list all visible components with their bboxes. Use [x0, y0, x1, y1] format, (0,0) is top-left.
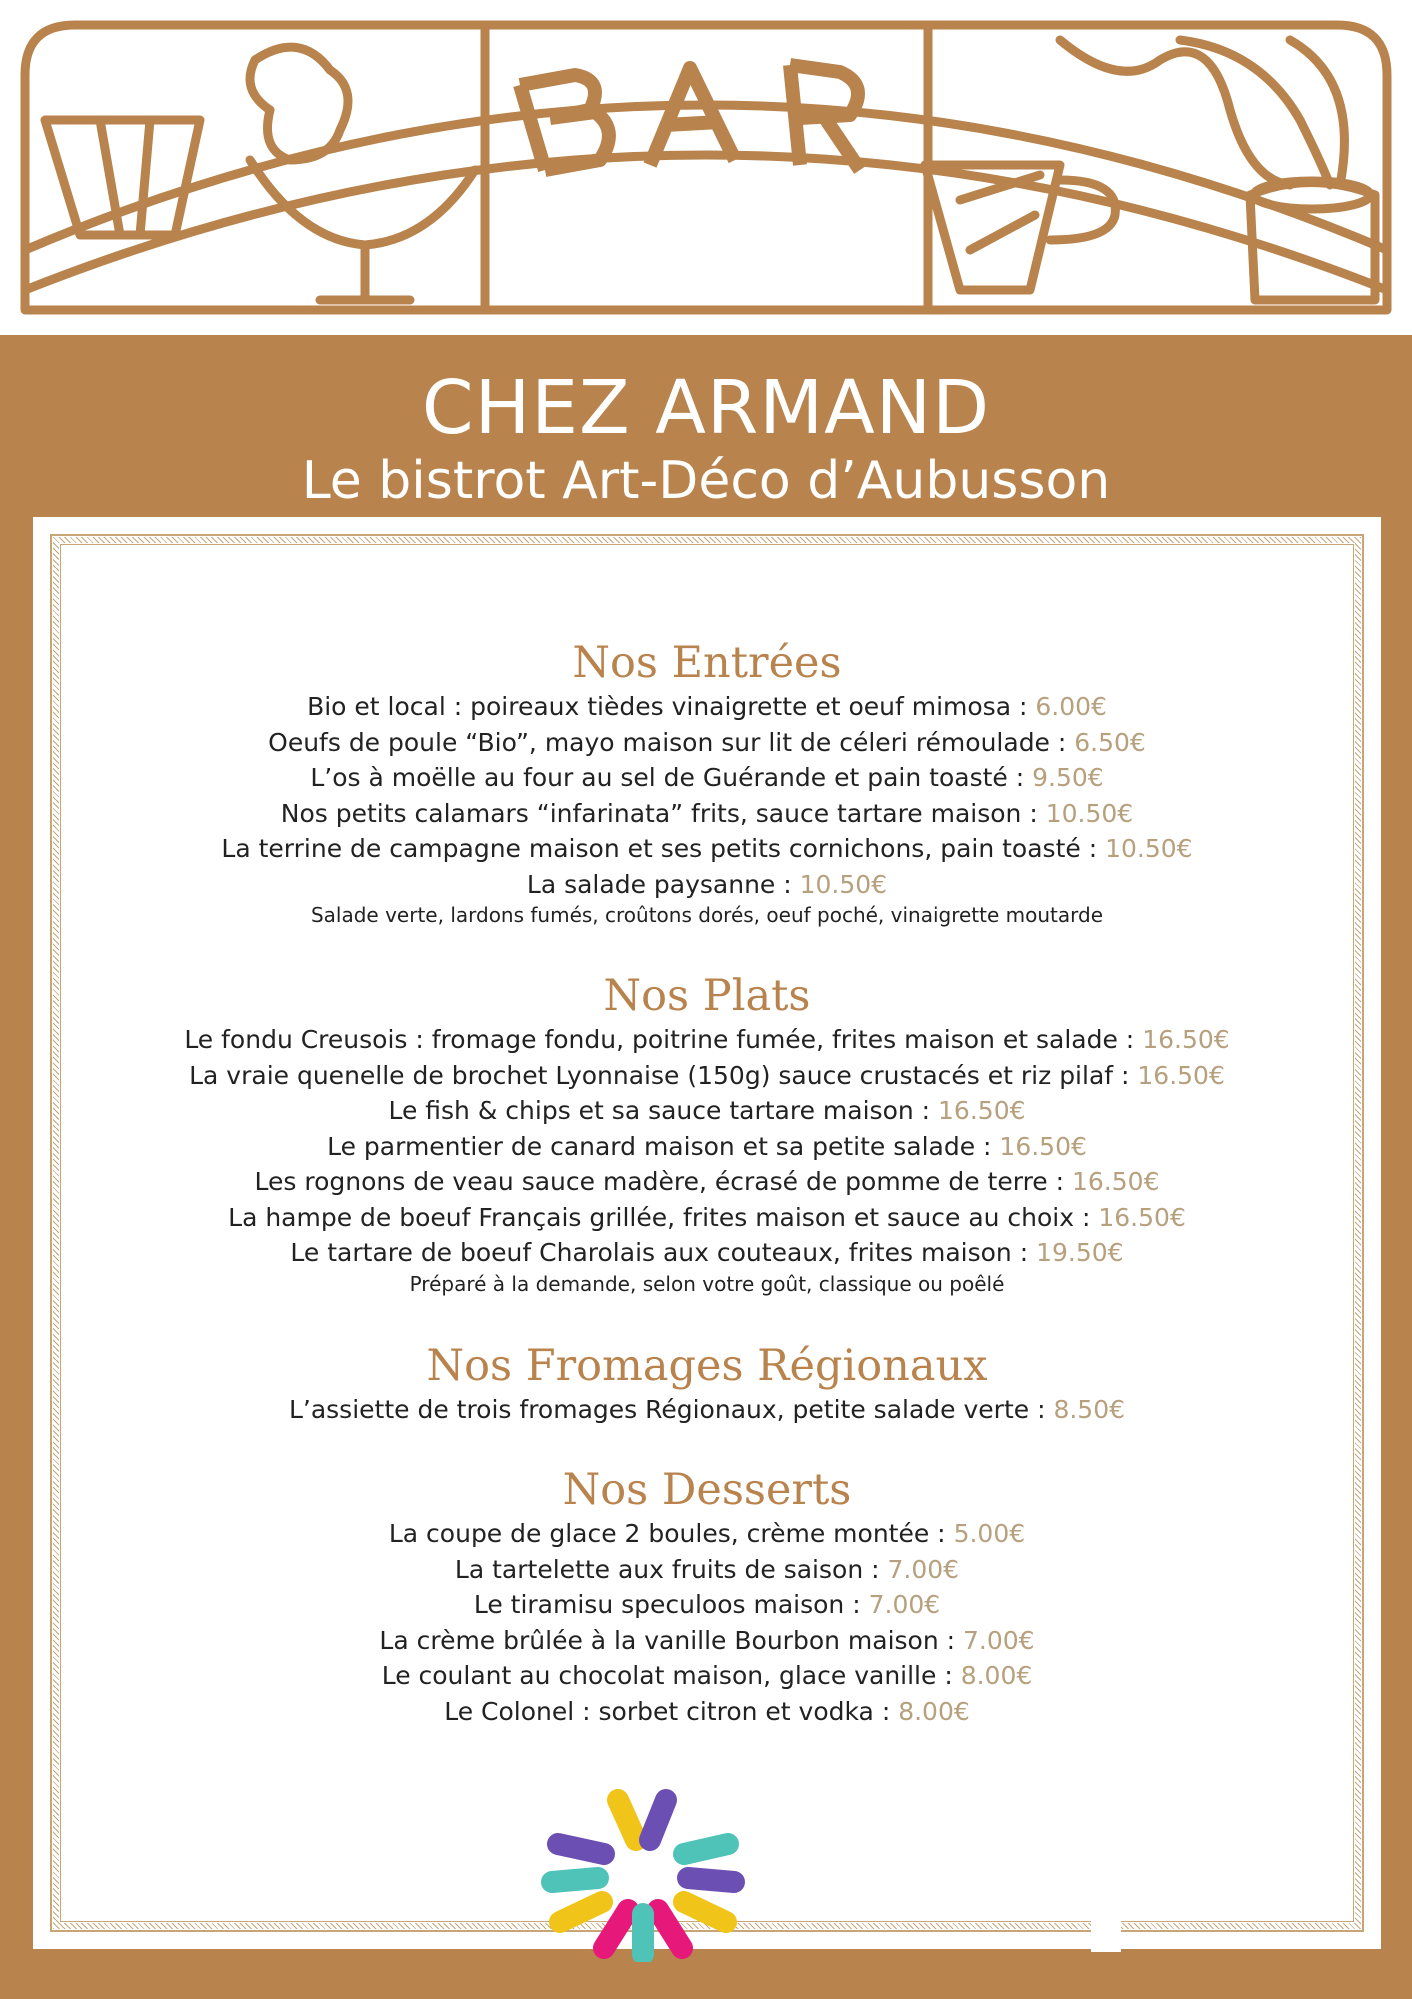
- section-entrees: [33, 637, 1381, 929]
- section-fromages: [33, 1340, 1381, 1428]
- item-note: Préparé à la demande, selon votre goût, classique ou poêlé: [409, 1271, 1005, 1296]
- price: 7.00€: [887, 1554, 960, 1584]
- restaurant-tagline: Le bistrot Art-Déco d’Aubusson: [301, 451, 1111, 511]
- restaurant-name: CHEZ ARMAND: [421, 365, 991, 451]
- menu-item: La terrine de campagne maison et ses petits cornichons, pain toasté : 10.50€: [221, 834, 1193, 863]
- price: 8.50€: [1053, 1395, 1126, 1424]
- menu-item: La hampe de boeuf Français grillée, frites maison et sauce au choix : 16.50€: [228, 1202, 1186, 1232]
- price: 10.50€: [1105, 834, 1193, 863]
- section-title: Nos Fromages Régionaux: [426, 1341, 988, 1391]
- art-deco-banner: [0, 0, 1412, 335]
- menu-item: Le tartare de boeuf Charolais aux couteaux, frites maison : 19.50€: [290, 1238, 1124, 1267]
- price: 8.00€: [898, 1696, 970, 1726]
- header: [0, 335, 1412, 517]
- menu-item: Nos petits calamars “infarinata” frits, sauce tartare maison : 10.50€: [280, 798, 1134, 828]
- item-note: Salade verte, lardons fumés, croûtons dorés, oeuf poché, vinaigrette moutarde: [310, 903, 1104, 927]
- menu-item: L’assiette de trois fromages Régionaux, petite salade verte : 8.50€: [288, 1395, 1126, 1424]
- menu-item: Le fondu Creusois : fromage fondu, poitrine fumée, frites maison et salade : 16.50€: [184, 1025, 1230, 1054]
- price: 16.50€: [938, 1096, 1026, 1125]
- menu-item: Oeufs de poule “Bio”, mayo maison sur lit de céleri rémoulade : 6.50€: [268, 727, 1146, 757]
- section-title: Nos Desserts: [562, 1465, 852, 1515]
- menu-item: La vraie quenelle de brochet Lyonnaise (150g) sauce crustacés et riz pilaf : 16.50€: [189, 1060, 1225, 1090]
- price: 19.50€: [1036, 1238, 1124, 1267]
- section-plats: [33, 970, 1381, 1298]
- price: 6.50€: [1074, 727, 1146, 757]
- menu-item: Le parmentier de canard maison et sa petite salade : 16.50€: [327, 1131, 1087, 1161]
- menu-item: Le coulant au chocolat maison, glace vanille : 8.00€: [381, 1661, 1033, 1690]
- menu-item: La tartelette aux fruits de saison : 7.00€: [454, 1554, 960, 1584]
- colorful-star-logo: [538, 1782, 748, 1962]
- price: 10.50€: [1045, 798, 1134, 828]
- price: 7.00€: [868, 1590, 941, 1619]
- price: 16.50€: [1137, 1060, 1225, 1090]
- price: 6.00€: [1035, 692, 1107, 721]
- section-title: Nos Plats: [603, 971, 811, 1021]
- price: 10.50€: [799, 869, 888, 899]
- menu-item: La salade paysanne : 10.50€: [526, 869, 888, 899]
- bar-sign-illustration: [0, 0, 1412, 335]
- menu-item: L’os à moëlle au four au sel de Guérande et pain toasté : 9.50€: [310, 763, 1104, 792]
- price: 16.50€: [1098, 1202, 1186, 1232]
- price: 9.50€: [1032, 763, 1104, 792]
- section-desserts: [33, 1464, 1381, 1729]
- price: 8.00€: [960, 1661, 1033, 1690]
- price: 7.00€: [963, 1625, 1035, 1655]
- menu-item: Le tiramisu speculoos maison : 7.00€: [473, 1590, 941, 1619]
- menu-item: Bio et local : poireaux tièdes vinaigrette et oeuf mimosa : 6.00€: [307, 692, 1107, 721]
- price: 16.50€: [999, 1131, 1087, 1161]
- price: 5.00€: [953, 1519, 1026, 1548]
- menu-item: Les rognons de veau sauce madère, écrasé de pomme de terre : 16.50€: [254, 1167, 1160, 1196]
- price: 16.50€: [1072, 1167, 1160, 1196]
- menu-item: Le Colonel : sorbet citron et vodka : 8.00€: [444, 1696, 970, 1726]
- menu-card: [33, 517, 1381, 1949]
- menu-item: La coupe de glace 2 boules, crème montée : 5.00€: [388, 1519, 1026, 1548]
- price: 16.50€: [1142, 1025, 1230, 1054]
- section-title: Nos Entrées: [572, 638, 842, 688]
- menu-item: Le fish & chips et sa sauce tartare maison : 16.50€: [388, 1096, 1026, 1125]
- white-patch: [1091, 1842, 1121, 1952]
- menu-item: La crème brûlée à la vanille Bourbon maison : 7.00€: [379, 1625, 1035, 1655]
